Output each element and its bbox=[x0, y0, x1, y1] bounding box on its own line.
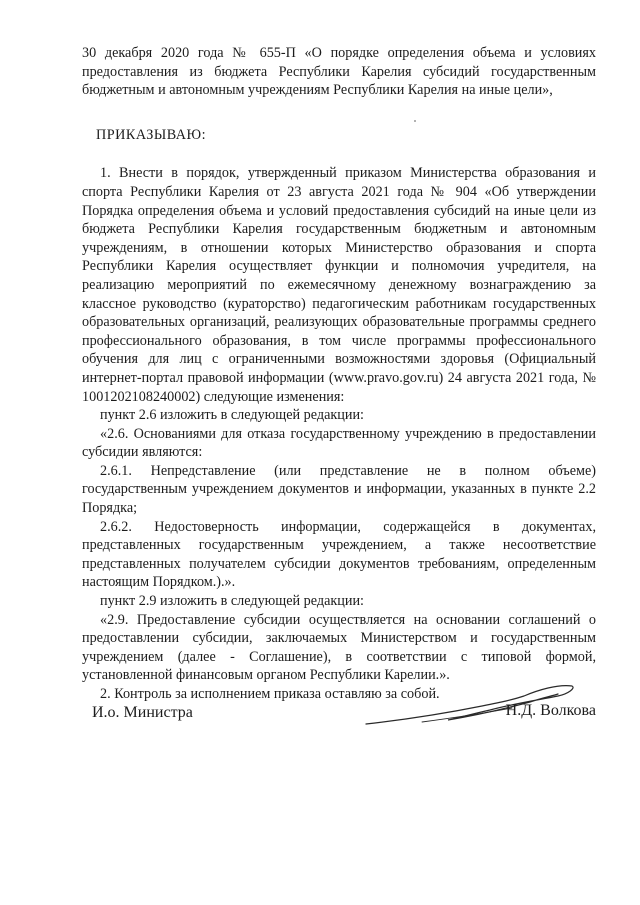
point-2-6-intro: пункт 2.6 изложить в следующей редакции: bbox=[100, 407, 364, 424]
signature-block bbox=[82, 694, 596, 734]
signatory-name: Н.Д. Волкова bbox=[505, 702, 596, 719]
item-2-paragraph: 2. Контроль за исполнением приказа оставляю за собой. bbox=[100, 686, 440, 702]
point-2-6-2-paragraph: 2.6.2. Недостоверность информации, содержащейся в документах, представленных государственным учреждением, а также несоответствие представленных получателем субсидии документов требованиям, определенным настоящим Порядком.).». bbox=[82, 518, 596, 591]
scan-speck bbox=[414, 120, 416, 122]
point-2-9-paragraph: «2.9. Предоставление субсидии осуществляется на основании соглашений о предоставлении субсидии, заключаемых Министерством и государственным учреждением (далее - Соглашение), в соответствии с типовой формой, установленной финансовым органом Республики Карелии.». bbox=[82, 611, 596, 684]
point-2-6-1-paragraph: 2.6.1. Непредставление (или представление не в полном объеме) государственным учреждением документов и информации, указанных в пункте 2.2 Порядка; bbox=[82, 462, 596, 517]
point-2-6-paragraph: «2.6. Основаниями для отказа государственному учреждению в предоставлении субсидии являются: bbox=[82, 425, 596, 461]
signatory-role: И.о. Министра bbox=[92, 704, 193, 721]
point-2-9-intro: пункт 2.9 изложить в следующей редакции: bbox=[100, 593, 364, 610]
intro-paragraph: 30 декабря 2020 года № 655-П «О порядке определения объема и условиях предоставления из бюджета Республики Карелия субсидий государственным бюджетным и автономным учреждениям Республики Карелия на иные цели», bbox=[82, 45, 596, 99]
order-heading: ПРИКАЗЫВАЮ: bbox=[96, 126, 207, 143]
item-1-paragraph: 1. Внести в порядок, утвержденный приказом Министерства образования и спорта Республики Карелия от 23 августа 2021 года № 904 «Об утверждении Порядка определения объема и условий предоставления субсидий на иные цели из бюджета Республики Карелия государственным бюджетным и автономным учреждениям, в отношении которых Министерство образования и спорта Республики Карелия осуществляет функции и полномочия учредителя, на реализацию мероприятий по ежемесячному денежному вознаграждению за классное руководство (кураторство) педагогическим работникам государственных образовательных организаций, реализующих образовательные программы среднего профессионального образования, в том числе программы профессионального обучения для лиц с ограниченными возможностями здоровья (Официальный интернет-портал правовой информации (www.pravo.gov.ru) 24 августа 2021 года, № 1001202108240002) следующие изменения: bbox=[82, 165, 596, 405]
